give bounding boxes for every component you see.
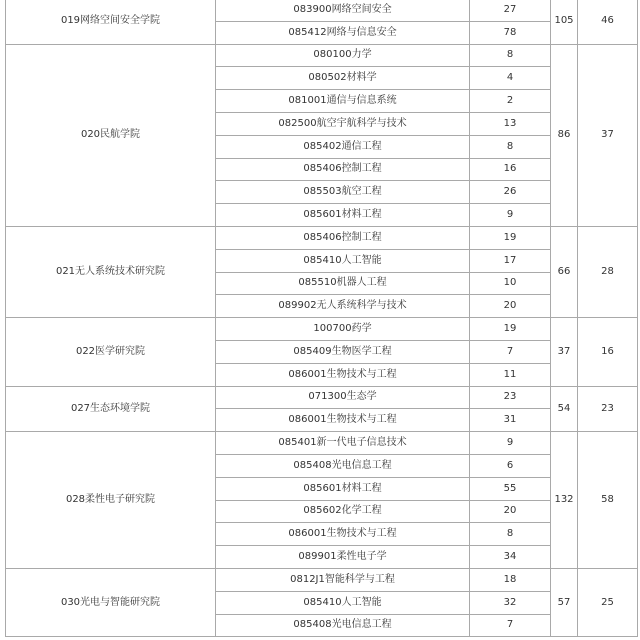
school-total-cell: 66 (551, 226, 578, 317)
major-cell: 071300生态学 (216, 386, 470, 409)
major-cell: 086001生物技术与工程 (216, 523, 470, 546)
major-count-cell: 10 (470, 272, 551, 295)
major-cell: 085409生物医学工程 (216, 340, 470, 363)
major-cell: 089902无人系统科学与技术 (216, 295, 470, 318)
major-cell: 080502材料学 (216, 67, 470, 90)
school-name-cell: 028柔性电子研究院 (6, 432, 216, 569)
major-count-cell: 16 (470, 158, 551, 181)
school-total-cell: 37 (551, 318, 578, 386)
school-name-cell: 022医学研究院 (6, 318, 216, 386)
school-extra-cell: 28 (578, 226, 638, 317)
major-cell: 082500航空宇航科学与技术 (216, 112, 470, 135)
major-cell: 085503航空工程 (216, 181, 470, 204)
major-count-cell: 23 (470, 386, 551, 409)
major-cell: 085402通信工程 (216, 135, 470, 158)
school-total-cell: 86 (551, 44, 578, 226)
major-count-cell: 9 (470, 432, 551, 455)
school-total-cell: 57 (551, 568, 578, 636)
table-row (6, 0, 638, 21)
major-count-cell: 20 (470, 295, 551, 318)
major-count-cell: 17 (470, 249, 551, 272)
table-row (6, 44, 638, 67)
major-cell: 085406控制工程 (216, 226, 470, 249)
major-cell: 081001通信与信息系统 (216, 90, 470, 113)
major-count-cell: 2 (470, 90, 551, 113)
major-count-cell: 78 (470, 21, 551, 44)
table-row (6, 568, 638, 591)
major-cell: 089901柔性电子学 (216, 546, 470, 569)
major-cell: 085601材料工程 (216, 477, 470, 500)
school-name-cell: 020民航学院 (6, 44, 216, 226)
major-count-cell: 8 (470, 44, 551, 67)
major-count-cell: 32 (470, 591, 551, 614)
school-extra-cell: 46 (578, 0, 638, 44)
major-count-cell: 34 (470, 546, 551, 569)
major-cell: 085410人工智能 (216, 591, 470, 614)
table-row (6, 226, 638, 249)
major-count-cell: 11 (470, 363, 551, 386)
major-count-cell: 13 (470, 112, 551, 135)
admissions-table-body (6, 0, 638, 637)
major-cell: 100700药学 (216, 318, 470, 341)
major-cell: 085406控制工程 (216, 158, 470, 181)
admissions-table (5, 0, 638, 637)
major-cell: 085412网络与信息安全 (216, 21, 470, 44)
major-cell: 085408光电信息工程 (216, 454, 470, 477)
major-count-cell: 7 (470, 340, 551, 363)
major-count-cell: 7 (470, 614, 551, 637)
major-cell: 085401新一代电子信息技术 (216, 432, 470, 455)
major-count-cell: 8 (470, 135, 551, 158)
school-name-cell: 019网络空间安全学院 (6, 0, 216, 44)
major-cell: 0812J1智能科学与工程 (216, 568, 470, 591)
major-cell: 085408光电信息工程 (216, 614, 470, 637)
major-cell: 085510机器人工程 (216, 272, 470, 295)
school-total-cell: 54 (551, 386, 578, 432)
major-cell: 085601材料工程 (216, 204, 470, 227)
major-cell: 085410人工智能 (216, 249, 470, 272)
school-name-cell: 030光电与智能研究院 (6, 568, 216, 636)
major-count-cell: 6 (470, 454, 551, 477)
major-count-cell: 8 (470, 523, 551, 546)
school-total-cell: 105 (551, 0, 578, 44)
major-count-cell: 27 (470, 0, 551, 21)
school-extra-cell: 58 (578, 432, 638, 569)
table-row (6, 386, 638, 409)
major-count-cell: 20 (470, 500, 551, 523)
school-name-cell: 021无人系统技术研究院 (6, 226, 216, 317)
school-extra-cell: 16 (578, 318, 638, 386)
school-extra-cell: 23 (578, 386, 638, 432)
table-row (6, 432, 638, 455)
table-row (6, 318, 638, 341)
major-count-cell: 4 (470, 67, 551, 90)
major-cell: 086001生物技术与工程 (216, 363, 470, 386)
school-name-cell: 027生态环境学院 (6, 386, 216, 432)
major-cell: 085602化学工程 (216, 500, 470, 523)
school-extra-cell: 25 (578, 568, 638, 636)
major-count-cell: 31 (470, 409, 551, 432)
major-cell: 086001生物技术与工程 (216, 409, 470, 432)
major-count-cell: 19 (470, 226, 551, 249)
major-count-cell: 9 (470, 204, 551, 227)
major-count-cell: 26 (470, 181, 551, 204)
major-cell: 083900网络空间安全 (216, 0, 470, 21)
major-cell: 080100力学 (216, 44, 470, 67)
school-extra-cell: 37 (578, 44, 638, 226)
school-total-cell: 132 (551, 432, 578, 569)
major-count-cell: 19 (470, 318, 551, 341)
major-count-cell: 18 (470, 568, 551, 591)
major-count-cell: 55 (470, 477, 551, 500)
